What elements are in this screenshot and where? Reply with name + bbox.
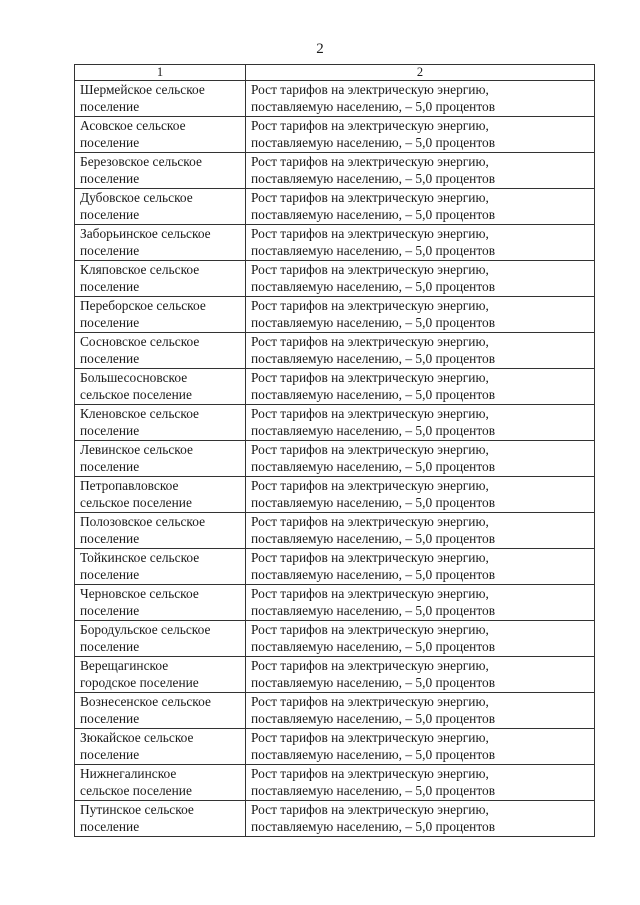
- settlement-name-cell-line-2: сельское поселение: [80, 387, 192, 402]
- settlement-name-cell: [75, 189, 246, 225]
- settlement-name-cell-line-2: поселение: [80, 135, 140, 150]
- tariff-description-cell-line-1: Рост тарифов на электрическую энергию,: [251, 190, 489, 205]
- tariff-description-cell-line-1: Рост тарифов на электрическую энергию,: [251, 118, 489, 133]
- settlement-name-cell-line-1: Путинское сельское: [80, 802, 194, 817]
- tariff-description-cell: [246, 729, 595, 765]
- tariff-description-cell: [246, 81, 595, 117]
- settlement-name-cell-line-1: Тойкинское сельское: [80, 550, 200, 565]
- settlement-name-cell: [75, 225, 246, 261]
- tariff-description-cell-line-2: поставляемую населению, – 5,0 процентов: [251, 783, 496, 798]
- settlement-name-cell-line-2: поселение: [80, 459, 140, 474]
- tariff-description-cell-line-2: поставляемую населению, – 5,0 процентов: [251, 135, 496, 150]
- settlement-name-cell: [75, 297, 246, 333]
- tariff-description-cell-line-1: Рост тарифов на электрическую энергию,: [251, 82, 489, 97]
- table-row: [75, 81, 595, 117]
- settlement-name-cell: [75, 441, 246, 477]
- settlement-name-cell-line-1: Левинское сельское: [80, 442, 193, 457]
- settlement-name-cell: [75, 405, 246, 441]
- table-row: [75, 225, 595, 261]
- tariff-description-cell-line-2: поставляемую населению, – 5,0 процентов: [251, 747, 496, 762]
- settlement-name-cell-line-2: поселение: [80, 423, 140, 438]
- settlement-name-cell-line-2: поселение: [80, 711, 140, 726]
- table-row: [75, 405, 595, 441]
- settlement-name-cell: [75, 513, 246, 549]
- tariff-description-cell-line-1: Рост тарифов на электрическую энергию,: [251, 694, 489, 709]
- tariff-description-cell-line-1: Рост тарифов на электрическую энергию,: [251, 334, 489, 349]
- table-row: [75, 117, 595, 153]
- settlement-name-cell: [75, 117, 246, 153]
- tariff-description-cell: [246, 297, 595, 333]
- settlement-name-cell-line-2: поселение: [80, 207, 140, 222]
- settlement-name-cell-line-2: поселение: [80, 819, 140, 834]
- settlement-name-cell: [75, 369, 246, 405]
- settlement-name-cell-line-2: поселение: [80, 603, 140, 618]
- tariff-description-cell: [246, 549, 595, 585]
- tariff-description-cell-line-1: Рост тарифов на электрическую энергию,: [251, 586, 489, 601]
- tariff-description-cell-line-2: поставляемую населению, – 5,0 процентов: [251, 279, 496, 294]
- tariff-description-cell-line-1: Рост тарифов на электрическую энергию,: [251, 802, 489, 817]
- settlement-name-cell-line-2: поселение: [80, 531, 140, 546]
- settlement-name-cell-line-2: поселение: [80, 99, 140, 114]
- settlement-name-cell-line-1: Асовское сельское: [80, 118, 186, 133]
- settlement-name-cell: [75, 477, 246, 513]
- settlement-name-cell: [75, 765, 246, 801]
- settlement-name-cell-line-1: Переборское сельское: [80, 298, 206, 313]
- header-row: [75, 65, 595, 81]
- tariff-description-cell-line-2: поставляемую населению, – 5,0 процентов: [251, 423, 496, 438]
- settlement-name-cell-line-2: городское поселение: [80, 675, 199, 690]
- tariff-description-cell-line-2: поставляемую населению, – 5,0 процентов: [251, 711, 496, 726]
- settlement-name-cell-line-1: Верещагинское: [80, 658, 169, 673]
- table-row: [75, 441, 595, 477]
- tariff-description-cell-line-2: поставляемую населению, – 5,0 процентов: [251, 495, 496, 510]
- settlement-name-cell: [75, 549, 246, 585]
- tariff-description-cell-line-2: поставляемую населению, – 5,0 процентов: [251, 639, 496, 654]
- tariff-description-cell-line-2: поставляемую населению, – 5,0 процентов: [251, 567, 496, 582]
- tariff-description-cell: [246, 153, 595, 189]
- tariff-description-cell: [246, 477, 595, 513]
- tariff-description-cell-line-1: Рост тарифов на электрическую энергию,: [251, 730, 489, 745]
- settlement-name-cell: [75, 801, 246, 837]
- tariff-description-cell-line-2: поставляемую населению, – 5,0 процентов: [251, 207, 496, 222]
- tariff-description-cell: [246, 765, 595, 801]
- table-row: [75, 621, 595, 657]
- tariff-description-cell-line-1: Рост тарифов на электрическую энергию,: [251, 370, 489, 385]
- settlement-name-cell-line-2: поселение: [80, 279, 140, 294]
- tariff-description-cell-line-1: Рост тарифов на электрическую энергию,: [251, 298, 489, 313]
- tariff-description-cell-line-2: поставляемую населению, – 5,0 процентов: [251, 459, 496, 474]
- tariff-description-cell-line-2: поставляемую населению, – 5,0 процентов: [251, 603, 496, 618]
- tariff-description-cell-line-2: поставляемую населению, – 5,0 процентов: [251, 531, 496, 546]
- settlement-name-cell: [75, 261, 246, 297]
- settlement-name-cell-line-2: поселение: [80, 747, 140, 762]
- table-row: [75, 657, 595, 693]
- tariff-description-cell-line-2: поставляемую населению, – 5,0 процентов: [251, 99, 496, 114]
- settlement-name-cell-line-1: Нижнегалинское: [80, 766, 177, 781]
- tariff-description-cell: [246, 657, 595, 693]
- settlement-name-cell-line-1: Шермейское сельское: [80, 82, 205, 97]
- tariff-description-cell-line-2: поставляемую населению, – 5,0 процентов: [251, 819, 496, 834]
- settlement-name-cell-line-2: сельское поселение: [80, 783, 192, 798]
- settlement-name-cell-line-1: Березовское сельское: [80, 154, 202, 169]
- tariff-description-cell-line-2: поставляемую населению, – 5,0 процентов: [251, 351, 496, 366]
- tariff-description-cell-line-1: Рост тарифов на электрическую энергию,: [251, 658, 489, 673]
- page-number: 2: [316, 41, 324, 57]
- tariff-description-cell-line-1: Рост тарифов на электрическую энергию,: [251, 154, 489, 169]
- settlement-name-cell-line-2: поселение: [80, 243, 140, 258]
- tariff-description-cell: [246, 513, 595, 549]
- settlement-name-cell: [75, 585, 246, 621]
- tariff-description-cell-line-1: Рост тарифов на электрическую энергию,: [251, 262, 489, 277]
- tariff-description-cell-line-1: Рост тарифов на электрическую энергию,: [251, 622, 489, 637]
- table-row: [75, 369, 595, 405]
- table-row: [75, 477, 595, 513]
- table-row: [75, 801, 595, 837]
- tariff-description-cell-line-1: Рост тарифов на электрическую энергию,: [251, 226, 489, 241]
- table-row: [75, 693, 595, 729]
- settlement-name-cell-line-1: Черновское сельское: [80, 586, 199, 601]
- settlement-name-cell-line-1: Большесосновское: [80, 370, 188, 385]
- column-header-2: 2: [246, 65, 595, 81]
- table-row: [75, 729, 595, 765]
- table-row: [75, 189, 595, 225]
- settlement-name-cell: [75, 729, 246, 765]
- tariff-description-cell-line-1: Рост тарифов на электрическую энергию,: [251, 550, 489, 565]
- settlement-name-cell: [75, 81, 246, 117]
- settlement-name-cell-line-2: поселение: [80, 567, 140, 582]
- tariff-description-cell-line-2: поставляемую населению, – 5,0 процентов: [251, 675, 496, 690]
- settlement-name-cell: [75, 657, 246, 693]
- tariff-description-cell: [246, 585, 595, 621]
- tariff-description-cell-line-2: поставляемую населению, – 5,0 процентов: [251, 387, 496, 402]
- table-row: [75, 549, 595, 585]
- settlement-name-cell-line-1: Кляповское сельское: [80, 262, 200, 277]
- tariff-description-cell: [246, 333, 595, 369]
- settlement-name-cell-line-1: Дубовское сельское: [80, 190, 193, 205]
- settlement-name-cell-line-1: Бородульское сельское: [80, 622, 211, 637]
- settlement-name-cell-line-1: Полозовское сельское: [80, 514, 206, 529]
- table-row: [75, 513, 595, 549]
- tariff-description-cell: [246, 261, 595, 297]
- tariff-description-cell-line-2: поставляемую населению, – 5,0 процентов: [251, 243, 496, 258]
- settlement-name-cell-line-1: Петропавловское: [80, 478, 179, 493]
- settlement-name-cell-line-1: Вознесенское сельское: [80, 694, 211, 709]
- settlement-name-cell-line-2: поселение: [80, 351, 140, 366]
- tariff-description-cell: [246, 693, 595, 729]
- table-row: [75, 297, 595, 333]
- settlement-name-cell: [75, 153, 246, 189]
- tariff-description-cell: [246, 369, 595, 405]
- tariff-table: [74, 64, 595, 837]
- tariff-description-cell: [246, 189, 595, 225]
- table-row: [75, 765, 595, 801]
- tariff-description-cell: [246, 441, 595, 477]
- settlement-name-cell: [75, 693, 246, 729]
- tariff-description-cell: [246, 621, 595, 657]
- tariff-description-cell: [246, 801, 595, 837]
- tariff-description-cell-line-1: Рост тарифов на электрическую энергию,: [251, 766, 489, 781]
- settlement-name-cell-line-1: Зюкайское сельское: [80, 730, 194, 745]
- column-header-1: 1: [75, 65, 246, 81]
- tariff-description-cell-line-1: Рост тарифов на электрическую энергию,: [251, 514, 489, 529]
- tariff-description-cell: [246, 225, 595, 261]
- settlement-name-cell-line-2: поселение: [80, 315, 140, 330]
- tariff-description-cell: [246, 117, 595, 153]
- settlement-name-cell-line-1: Заборьинское сельское: [80, 226, 211, 241]
- settlement-name-cell-line-2: сельское поселение: [80, 495, 192, 510]
- settlement-name-cell-line-2: поселение: [80, 639, 140, 654]
- tariff-description-cell-line-2: поставляемую населению, – 5,0 процентов: [251, 171, 496, 186]
- table-row: [75, 585, 595, 621]
- settlement-name-cell-line-1: Кленовское сельское: [80, 406, 199, 421]
- table-row: [75, 333, 595, 369]
- tariff-description-cell: [246, 405, 595, 441]
- settlement-name-cell-line-1: Сосновское сельское: [80, 334, 200, 349]
- tariff-description-cell-line-2: поставляемую населению, – 5,0 процентов: [251, 315, 496, 330]
- tariff-description-cell-line-1: Рост тарифов на электрическую энергию,: [251, 442, 489, 457]
- settlement-name-cell-line-2: поселение: [80, 171, 140, 186]
- settlement-name-cell: [75, 621, 246, 657]
- table-row: [75, 261, 595, 297]
- tariff-description-cell-line-1: Рост тарифов на электрическую энергию,: [251, 406, 489, 421]
- tariff-description-cell-line-1: Рост тарифов на электрическую энергию,: [251, 478, 489, 493]
- settlement-name-cell: [75, 333, 246, 369]
- table-row: [75, 153, 595, 189]
